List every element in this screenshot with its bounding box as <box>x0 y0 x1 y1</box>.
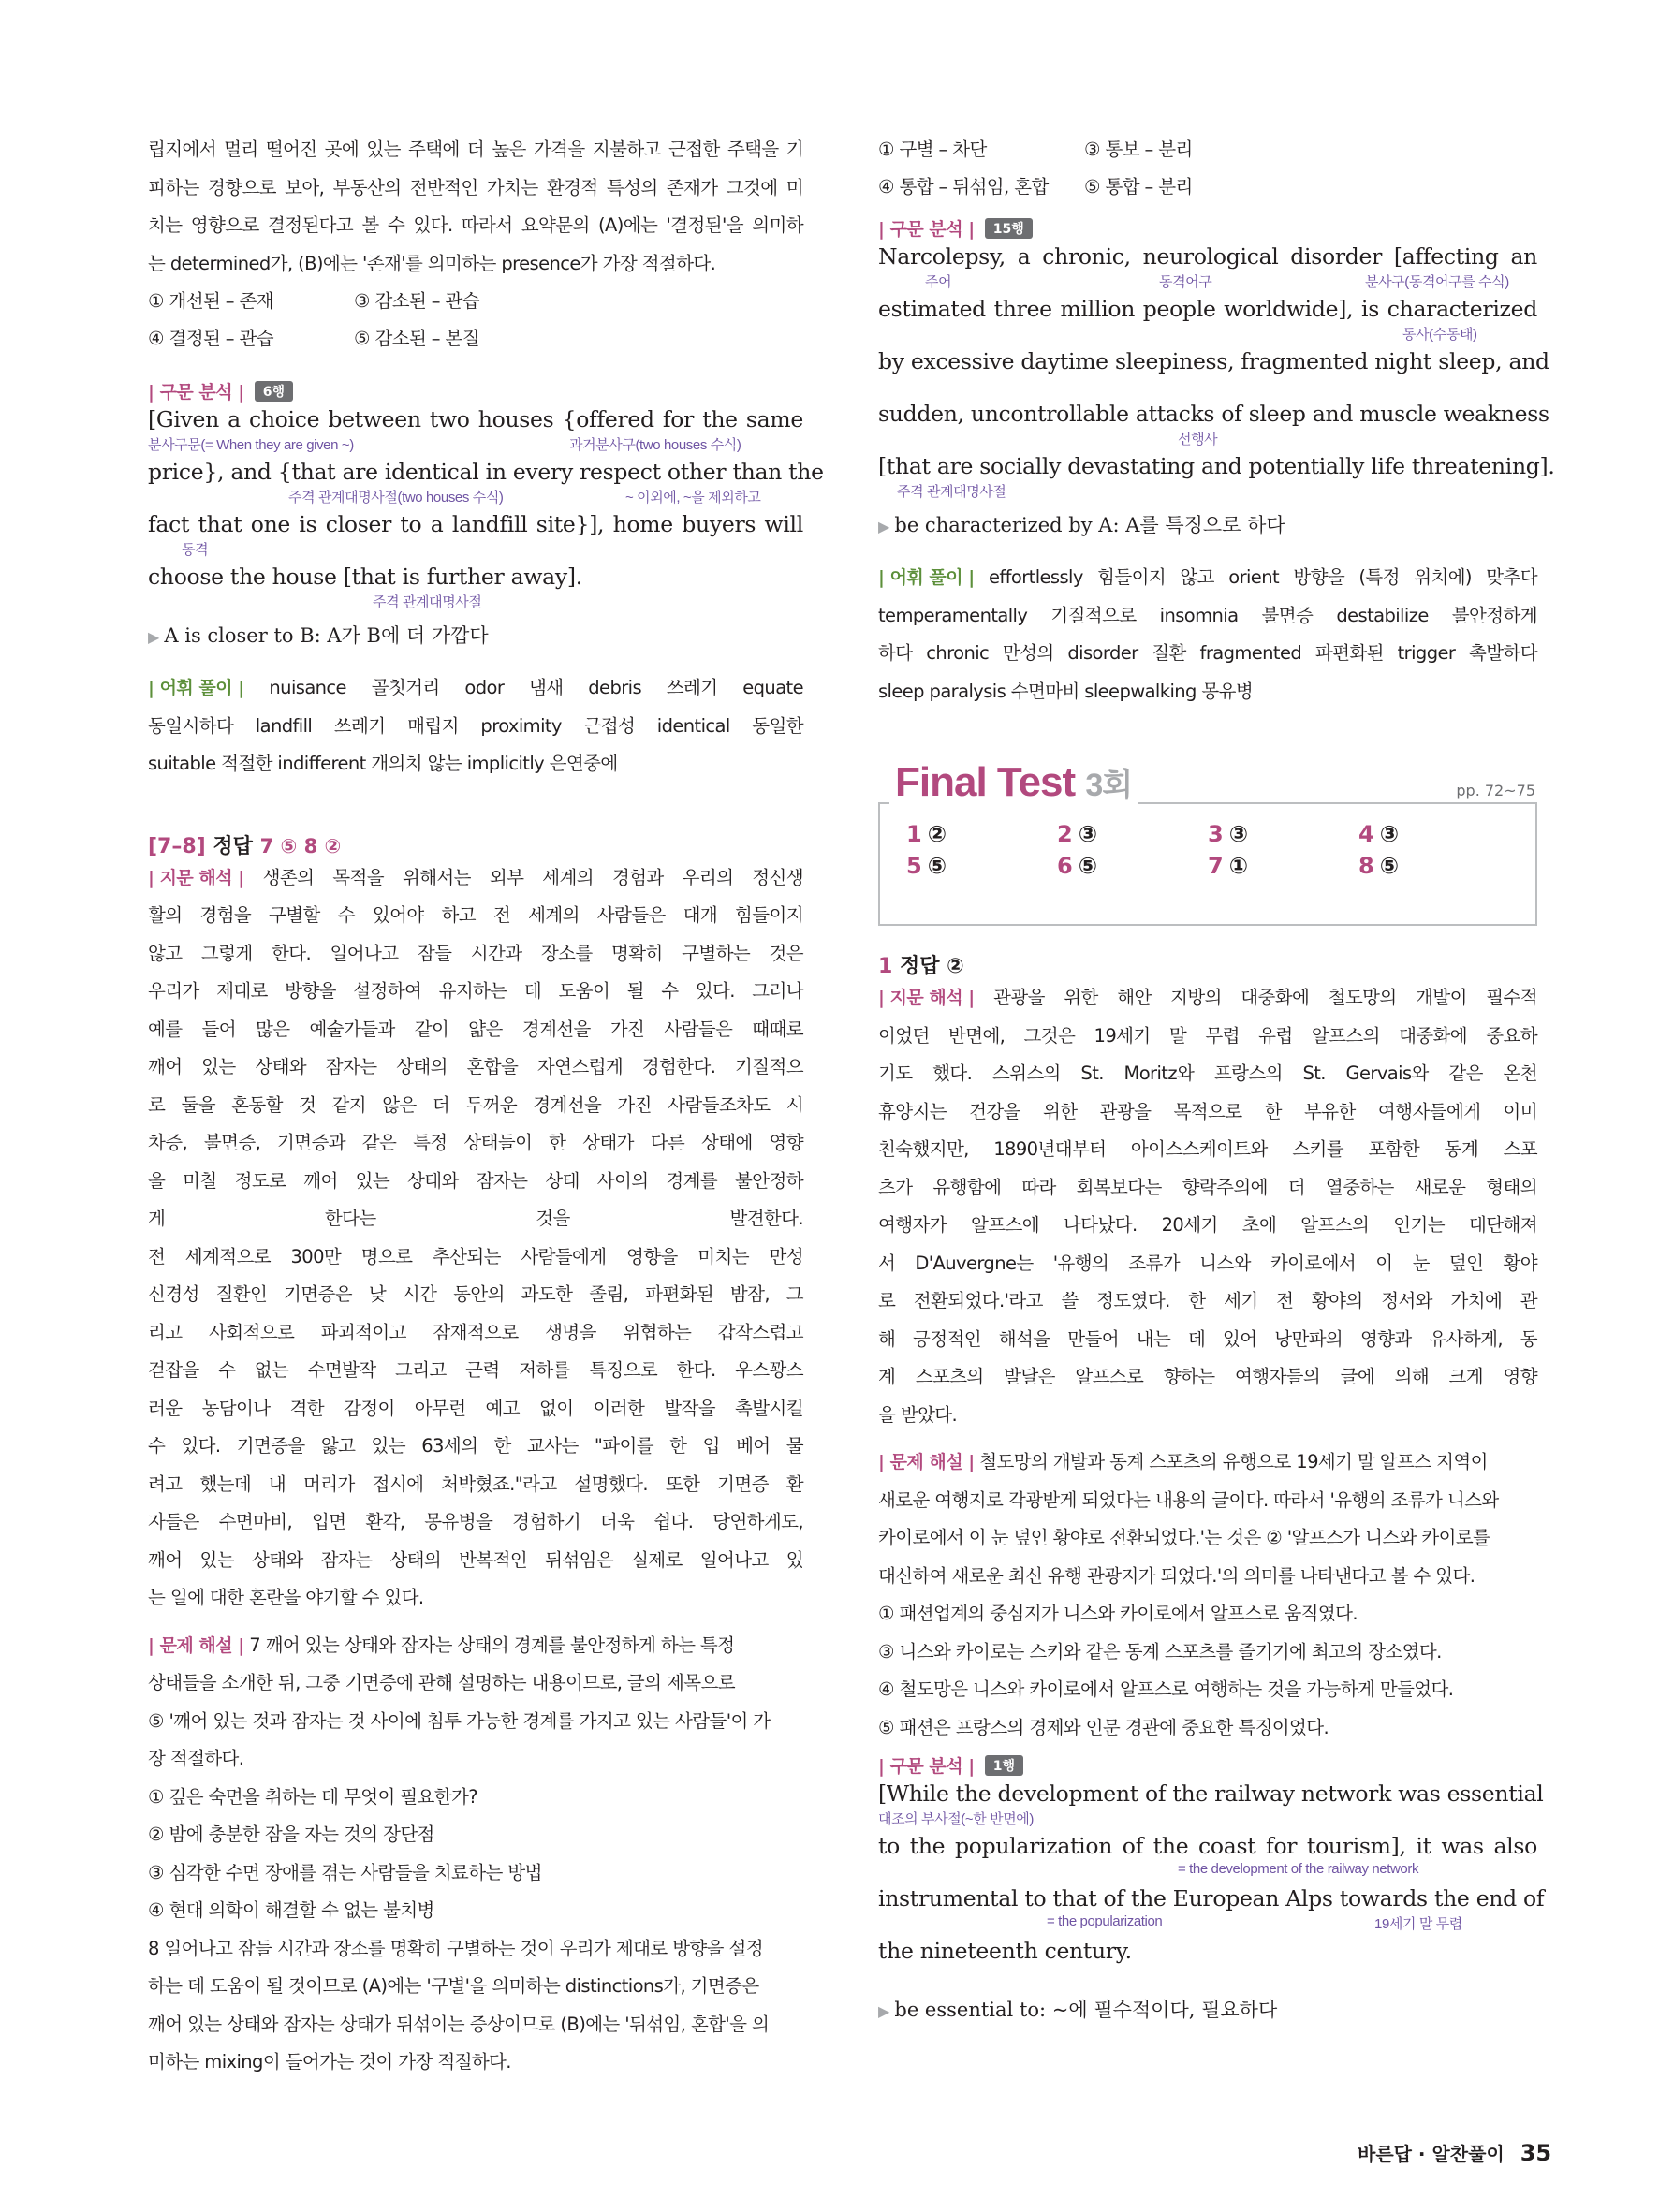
question-number: 2 <box>1057 821 1073 847</box>
syntax-header <box>878 1752 1537 1778</box>
text-line <box>148 1124 803 1163</box>
line-text: 치는 영향으로 결정된다고 볼 수 있다. 따라서 요약문의 (A)에는 '결정된'을 의미하 <box>148 214 803 236</box>
text-line <box>878 1397 1537 1435</box>
line-text: ⑤ 패션은 프랑스의 경제와 인문 경관에 중요한 특징이었다. <box>878 1716 1329 1738</box>
grammar-annotation: 동격 <box>182 542 209 558</box>
line-text: 생존의 목적을 위해서는 외부 세계의 경험과 우리의 정신생 <box>262 866 803 888</box>
option-item: ⑤ 통합 – 분리 <box>1084 176 1193 198</box>
answer-cell <box>1208 853 1358 879</box>
syntax-tag: | 구문 분석 | <box>148 378 244 403</box>
line-text: 상태들을 소개한 뒤, 그중 기면증에 관해 설명하는 내용이므로, 글의 제목으로 <box>148 1672 735 1693</box>
question-number: 7 <box>1208 853 1224 879</box>
line-text: 철도망의 개발과 동계 스포츠의 유행으로 19세기 말 알프스 지역이 <box>979 1451 1488 1472</box>
grammar-annotation: = the popularization <box>1047 1913 1163 1929</box>
line-text: 걷잡을 수 없는 수면발작 그리고 근력 저하를 특징으로 한다. 우스꽝스 <box>148 1359 803 1381</box>
answer-value: ③ <box>1228 821 1249 847</box>
sentence-text: price}, and {that are identical in every respect other than the <box>148 459 824 485</box>
intro-paragraph <box>148 131 803 283</box>
line-text: 츠가 유행함에 따라 회복보다는 향락주의에 더 열중하는 새로운 형태의 <box>878 1176 1537 1198</box>
syntax-line <box>878 1830 1537 1882</box>
line-text: 하는 데 도움이 될 것이므로 (A)에는 '구별'을 의미하는 distinctions가, 기면증은 <box>148 1975 759 1997</box>
line-text: 깨어 있는 상태와 잠자는 상태의 혼합을 자연스럽게 경험한다. 기질적으 <box>148 1056 803 1077</box>
text-line <box>878 1443 1537 1482</box>
text-line <box>148 669 803 708</box>
line-text: 전 세계적으로 300만 명으로 추산되는 사람들에게 영향을 미치는 만성 <box>148 1245 803 1267</box>
line-text: 관광을 위한 해안 지방의 대중화에 철도망의 개발이 필수적 <box>993 987 1537 1008</box>
text-line <box>148 245 803 284</box>
text-line <box>148 1352 803 1390</box>
text-line <box>148 1200 803 1238</box>
line-text: ① 패션업계의 중심지가 니스와 카이로에서 알프스로 움직였다. <box>878 1603 1358 1624</box>
text-line <box>148 1703 803 1741</box>
line-text: ① 깊은 숙면을 취하는 데 무엇이 필요한가? <box>148 1785 478 1808</box>
option-row <box>878 168 1537 206</box>
line-text: 대신하여 새로운 최신 유행 관광지가 되었다.'의 의미를 나타낸다고 볼 수 있다. <box>878 1564 1475 1587</box>
question-number: 1 <box>906 821 922 847</box>
answer-label: 정답 ② <box>899 955 964 978</box>
text-line <box>148 1968 803 2006</box>
text-line <box>148 1428 803 1466</box>
answer-value: ③ <box>1379 821 1400 847</box>
text-line <box>878 597 1537 636</box>
line-text: temperamentally 기질적으로 insomnia 불면증 destabilize 불안정하게 <box>878 604 1537 626</box>
problem-explanation <box>878 1443 1537 1747</box>
text-line <box>148 1779 803 1817</box>
text-line <box>878 979 1537 1018</box>
sentence-text: sudden, uncontrollable attacks of sleep and muscle weakness <box>878 401 1549 427</box>
line-text: 활의 경험을 구별할 수 있어야 하고 전 세계의 사람들은 대개 힘들이지 <box>148 904 803 926</box>
syntax-tag: | 구문 분석 | <box>878 215 975 241</box>
line-text: 로 전환되었다.'라고 쓸 정도였다. 한 세기 전 황야의 정서와 가치에 관 <box>878 1290 1537 1311</box>
sentence-text: [that are socially devastating and potentially life threatening]. <box>878 453 1555 479</box>
line-text: 휴양지는 건강을 위한 관광을 목적으로 한 부유한 여행자들에게 이미 <box>878 1100 1537 1122</box>
text-line <box>878 559 1537 597</box>
syntax-line <box>878 345 1549 398</box>
final-test-name: Final Test <box>895 759 1076 805</box>
line-text: 려고 했는데 내 머리가 접시에 처박혔죠."라고 설명했다. 또한 기면증 환 <box>148 1472 803 1495</box>
grammar-annotation: 주격 관계대명사절 <box>897 484 1006 500</box>
problem-explanation <box>148 1627 803 2082</box>
text-line <box>148 1542 803 1580</box>
sentence-text: choose the house [that is further away]. <box>148 564 582 590</box>
text-line <box>148 1740 803 1779</box>
answer-header <box>148 830 803 859</box>
text-line <box>878 1131 1537 1169</box>
answer-options <box>148 283 803 358</box>
vocab-tag: | 어휘 풀이 | <box>878 559 975 597</box>
text-line <box>878 1358 1537 1397</box>
syntax-header <box>148 378 803 403</box>
syntax-header <box>878 215 1537 241</box>
answer-value: ① <box>1228 853 1249 879</box>
answer-cell <box>1057 821 1208 847</box>
grammar-note: ▶ be characterized by A: A를 특징으로 하다 <box>878 510 1537 538</box>
line-badge: 1행 <box>985 1755 1023 1776</box>
text-line <box>148 1048 803 1087</box>
option-item: ⑤ 감소된 – 본질 <box>354 328 480 349</box>
text-line <box>878 1282 1537 1321</box>
text-line <box>148 131 803 169</box>
passage-translation <box>878 979 1537 1434</box>
vocabulary <box>148 669 803 784</box>
question-number: 8 <box>1358 853 1374 879</box>
text-line <box>148 1892 803 1930</box>
text-line <box>878 1709 1537 1748</box>
syntax-line <box>148 456 824 508</box>
text-line <box>148 2044 803 2082</box>
syntax-tag: | 구문 분석 | <box>878 1752 975 1778</box>
vocabulary <box>878 559 1537 710</box>
line-text: effortlessly 힘들이지 않고 orient 방향을 (특정 위치에) 맞추다 <box>989 566 1537 588</box>
text-line <box>878 1018 1537 1056</box>
answer-cell <box>1057 853 1208 879</box>
text-line <box>148 1854 803 1893</box>
grammar-annotation: 주격 관계대명사절 <box>373 594 482 610</box>
text-line <box>878 635 1537 673</box>
answer-options <box>878 131 1537 206</box>
line-text: 기도 했다. 스위스의 St. Moritz와 프랑스의 St. Gervais와 같은 온천 <box>878 1062 1537 1084</box>
line-text: 않고 그렇게 한다. 일어나고 잠들 시간과 장소를 명확히 구별하는 것은 <box>148 942 803 964</box>
left-column <box>148 131 824 2082</box>
line-text: 여행자가 알프스에 나타났다. 20세기 초에 알프스의 인기는 대단해져 <box>878 1214 1537 1236</box>
text-line <box>148 2006 803 2044</box>
line-text: ④ 현대 의학이 해결할 수 없는 불치병 <box>148 1899 434 1921</box>
answer-value: ② <box>927 821 947 847</box>
grammar-annotation: 선행사 <box>1178 432 1218 447</box>
line-text: ④ 철도망은 니스와 카이로에서 알프스로 여행하는 것을 가능하게 만들었다. <box>878 1678 1454 1700</box>
syntax-line <box>878 293 1537 345</box>
solve-tag: | 문제 해설 | <box>878 1443 975 1482</box>
text-line <box>148 1011 803 1049</box>
question-number: 5 <box>906 853 922 879</box>
line-text: 카이로에서 이 눈 덮인 황야로 전환되었다.'는 것은 ② '알프스가 니스와 카이로를 <box>878 1527 1490 1548</box>
text-line <box>148 1390 803 1428</box>
grammar-annotation: 주격 관계대명사절(two houses 수식) <box>288 490 504 505</box>
text-line <box>148 1816 803 1854</box>
line-text: 로 둘을 혼동할 것 같지 않은 더 두꺼운 경계선을 가진 사람들조차도 시 <box>148 1093 803 1116</box>
option-item: ④ 통합 – 뒤섞임, 혼합 <box>878 176 1049 198</box>
grammar-note: ▶ be essential to: ~에 필수적이다, 필요하다 <box>878 1995 1537 2023</box>
book-label: 바른답 · 알찬풀이 <box>1358 2143 1505 2165</box>
line-text: 7 깨어 있는 상태와 잠자는 상태의 경계를 불안정하게 하는 특정 <box>249 1633 735 1656</box>
answer-value: ⑤ <box>927 853 947 879</box>
text-line <box>148 859 803 898</box>
line-text: 러운 농담이나 격한 감정이 아무런 예고 없이 이러한 발작을 촉발시킬 <box>148 1397 803 1419</box>
line-text: 는 일에 대한 혼란을 야기할 수 있다. <box>148 1587 424 1608</box>
text-line <box>878 1671 1537 1709</box>
sentence-text: Narcolepsy, a chronic, neurological disorder [affecting an <box>878 243 1537 270</box>
line-text: 해 긍정적인 해석을 만들어 내는 데 있어 낭만파의 영향과 유사하게, 동 <box>878 1327 1537 1350</box>
text-line <box>148 1314 803 1353</box>
syntax-analysis <box>878 1778 1545 1987</box>
grammar-annotation: 분사구(동격어구를 수식) <box>1365 274 1509 290</box>
grammar-annotation: 분사구문(= When they are given ~) <box>148 437 354 453</box>
text-line <box>148 1930 803 1969</box>
grammar-annotation: 동격어구 <box>1159 274 1212 290</box>
text-line <box>148 897 803 935</box>
syntax-line <box>878 241 1537 293</box>
option-item: ① 구별 – 차단 <box>878 139 987 160</box>
line-text: 미하는 mixing이 들어가는 것이 가장 적절하다. <box>148 2051 511 2073</box>
final-test-title <box>889 759 1138 806</box>
grammar-annotation: ~ 이외에, ~을 제외하고 <box>625 490 761 505</box>
line-text: 하다 chronic 만성의 disorder 질환 fragmented 파편화된 trigger 촉발하다 <box>878 642 1537 664</box>
question-number: 6 <box>1057 853 1073 879</box>
sentence-text: fact that one is closer to a landfill site}], home buyers will <box>148 511 803 537</box>
text-line <box>148 1276 803 1314</box>
page-footer <box>1358 2139 1551 2166</box>
line-text: 을 받았다. <box>878 1403 958 1426</box>
line-text: 서 D'Auvergne는 '유행의 조류가 니스와 카이로에서 이 눈 덮인 황야 <box>878 1252 1537 1274</box>
line-text: 깨어 있는 상태와 잠자는 상태의 반복적인 뒤섞임은 실제로 일어나고 있 <box>148 1548 803 1571</box>
text-line <box>878 1633 1537 1672</box>
sentence-text: by excessive daytime sleepiness, fragmented night sleep, and <box>878 348 1549 374</box>
text-line <box>148 745 803 784</box>
line-text: ② 밤에 충분한 잠을 자는 것의 장단점 <box>148 1824 434 1845</box>
text-line <box>878 1558 1537 1596</box>
line-text: 차증, 불면증, 기면증과 같은 특정 상태들이 한 상태가 다른 상태에 영향 <box>148 1132 803 1153</box>
option-item: ③ 통보 – 분리 <box>1084 139 1193 160</box>
line-text: 수 있다. 기면증을 앓고 있는 63세의 한 교사는 "파이를 한 입 베어 물 <box>148 1435 803 1457</box>
sentence-text: [Given a choice between two houses {offered for the same <box>148 406 803 432</box>
line-badge: 6행 <box>255 381 293 402</box>
text-line <box>148 1238 803 1277</box>
text-line <box>148 1579 803 1618</box>
line-text: 을 미칠 정도로 깨어 있는 상태와 잠자는 상태 사이의 경계를 불안정하 <box>148 1169 803 1192</box>
grammar-annotation: 동사(수동태) <box>1402 327 1477 343</box>
syntax-line <box>148 561 803 613</box>
text-line <box>878 1482 1537 1520</box>
syntax-line <box>148 508 803 561</box>
grammar-note: ▶ A is closer to B: A가 B에 더 가깝다 <box>148 621 803 649</box>
sentence-text: [While the development of the railway network was essential <box>878 1780 1544 1807</box>
text-line <box>148 973 803 1011</box>
answer-value: ⑤ <box>1379 853 1400 879</box>
answer-values: 7 ⑤ 8 ② <box>259 834 342 857</box>
line-text: 우리가 제대로 방향을 설정하여 유지하는 데 도움이 될 수 있다. 그러나 <box>148 980 803 1002</box>
page-number: 35 <box>1520 2140 1552 2166</box>
answer-cell <box>906 821 1057 847</box>
line-text: 장 적절하다. <box>148 1748 244 1769</box>
text-line <box>148 1503 803 1542</box>
answer-cell <box>1208 821 1358 847</box>
line-text: 예를 들어 많은 예술가들과 같이 얇은 경계선을 가진 사람들은 때때로 <box>148 1018 803 1040</box>
text-line <box>148 169 803 208</box>
line-text: 새로운 여행지로 각광받게 되었다는 내용의 글이다. 따라서 '유행의 조류가 니스와 <box>878 1488 1499 1511</box>
line-badge: 15행 <box>985 218 1033 239</box>
text-line <box>878 673 1537 711</box>
grammar-annotation: 과거분사구(two houses 수식) <box>569 437 741 453</box>
line-text: 계 스포츠의 발달은 알프스로 향하는 여행자들의 글에 의해 크게 영향 <box>878 1366 1537 1387</box>
final-test-round: 3회 <box>1085 768 1133 803</box>
question-range: [7–8] <box>148 834 206 858</box>
page-range: pp. 72~75 <box>1450 782 1535 799</box>
grammar-annotation: 주어 <box>925 274 952 290</box>
line-text: 자들은 수면마비, 입면 환각, 몽유병을 경험하기 더욱 쉽다. 당연하게도, <box>148 1511 803 1532</box>
option-item: ③ 감소된 – 관습 <box>354 290 480 312</box>
line-text: ⑤ '깨어 있는 것과 잠자는 것 사이에 침투 가능한 경계를 가지고 있는 사람들'이 가 <box>148 1709 771 1732</box>
sentence-text: the nineteenth century. <box>878 1938 1132 1964</box>
line-text: 는 determined가, (B)에는 '존재'를 의미하는 presence가 가장 적절하다. <box>148 252 716 274</box>
line-text: 신경성 질환인 기면증은 낮 시간 동안의 과도한 졸림, 파편화된 밤잠, 그 <box>148 1283 803 1305</box>
line-text: sleep paralysis 수면마비 sleepwalking 몽유병 <box>878 680 1254 702</box>
answer-label: 정답 <box>213 834 253 858</box>
syntax-line <box>148 403 803 456</box>
final-test-box <box>878 759 1537 926</box>
option-row <box>878 131 1537 168</box>
question-number: 3 <box>1208 821 1224 847</box>
right-column <box>878 131 1555 2023</box>
text-line <box>878 1055 1537 1093</box>
grammar-annotation: = the development of the railway network <box>1178 1861 1419 1877</box>
answer-header <box>878 950 1537 979</box>
option-row <box>148 283 803 320</box>
grammar-annotation: 19세기 말 무렵 <box>1374 1916 1462 1932</box>
line-text: 친숙했지만, 1890년대부터 아이스스케이트와 스키를 포함한 동계 스포 <box>878 1138 1537 1160</box>
passage-translation <box>148 859 803 1618</box>
answer-cell <box>1358 853 1509 879</box>
line-text: 깨어 있는 상태와 잠자는 상태가 뒤섞이는 증상이므로 (B)에는 '뒤섞임, 혼합'을 의 <box>148 2013 770 2035</box>
text-line <box>878 1519 1537 1558</box>
sentence-text: instrumental to that of the European Alps towards the end of <box>878 1885 1545 1912</box>
option-item: ① 개선된 – 존재 <box>148 290 274 312</box>
option-row <box>148 320 803 358</box>
syntax-line <box>878 1882 1545 1935</box>
line-text: suitable 적절한 indifferent 개의치 않는 implicitly 은연중에 <box>148 753 618 774</box>
line-text: 립지에서 멀리 떨어진 곳에 있는 주택에 더 높은 가격을 지불하고 근접한 주택을 기 <box>148 139 803 160</box>
syntax-line <box>878 398 1549 450</box>
passage-tag: | 지문 해석 | <box>878 979 975 1018</box>
answer-cell <box>1358 821 1509 847</box>
syntax-analysis <box>878 241 1555 503</box>
text-line <box>878 1245 1537 1283</box>
syntax-line <box>878 1778 1544 1830</box>
line-text: 동일시하다 landfill 쓰레기 매립지 proximity 근접성 identical 동일한 <box>148 714 803 737</box>
line-text: ③ 심각한 수면 장애를 겪는 사람들을 치료하는 방법 <box>148 1861 542 1883</box>
grammar-annotation: 대조의 부사절(~한 반면에) <box>878 1811 1034 1827</box>
text-line <box>148 1087 803 1125</box>
line-text: nuisance 골칫거리 odor 냄새 debris 쓰레기 equate <box>269 677 803 698</box>
text-line <box>878 1207 1537 1245</box>
text-line <box>148 1163 803 1201</box>
line-text: 리고 사회적으로 파괴적이고 잠재적으로 생명을 위협하는 갑작스럽고 <box>148 1321 803 1343</box>
text-line <box>878 1093 1537 1132</box>
line-text: 이었던 반면에, 그것은 19세기 말 무렵 유럽 알프스의 대중화에 중요하 <box>878 1024 1537 1047</box>
syntax-analysis <box>148 403 824 613</box>
syntax-line <box>878 450 1555 503</box>
text-line <box>148 708 803 746</box>
passage-tag: | 지문 해석 | <box>148 859 244 898</box>
text-line <box>148 1466 803 1504</box>
syntax-line <box>878 1935 1537 1987</box>
text-line <box>878 1321 1537 1359</box>
text-line <box>148 1664 803 1703</box>
answer-grid <box>906 821 1509 879</box>
text-line <box>148 207 803 245</box>
solve-tag: | 문제 해설 | <box>148 1627 244 1665</box>
line-text: 8 일어나고 잠들 시간과 장소를 명확히 구별하는 것이 우리가 제대로 방향을 설정 <box>148 1937 763 1959</box>
answer-cell <box>906 853 1057 879</box>
text-line <box>878 1169 1537 1208</box>
text-line <box>878 1595 1537 1633</box>
answer-value: ⑤ <box>1078 853 1098 879</box>
text-line <box>148 935 803 974</box>
option-item: ④ 결정된 – 관습 <box>148 328 274 349</box>
line-text: ③ 니스와 카이로는 스키와 같은 동계 스포츠를 즐기기에 최고의 장소였다. <box>878 1640 1442 1663</box>
answer-value: ③ <box>1078 821 1098 847</box>
question-number: 1 <box>878 955 893 978</box>
sentence-text: to the popularization of the coast for tourism], it was also <box>878 1833 1537 1859</box>
line-text: 게 한다는 것을 발견한다. <box>148 1208 803 1229</box>
vocab-tag: | 어휘 풀이 | <box>148 669 244 708</box>
line-text: 피하는 경향으로 보아, 부동산의 전반적인 가치는 환경적 특성의 존재가 그것에 미 <box>148 176 803 198</box>
text-line <box>148 1627 803 1665</box>
sentence-text: estimated three million people worldwide], is characterized <box>878 296 1537 322</box>
question-number: 4 <box>1358 821 1374 847</box>
